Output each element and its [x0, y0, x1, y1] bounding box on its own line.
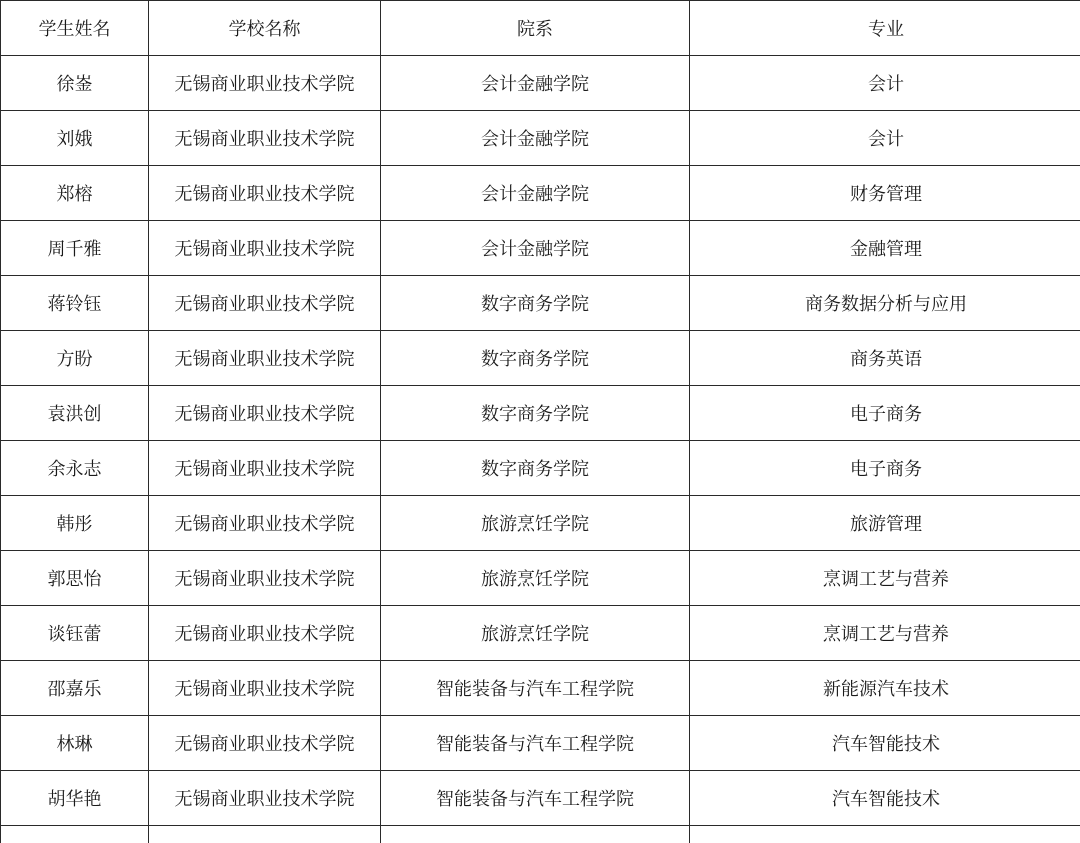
cell-major: 烹调工艺与营养 [690, 551, 1080, 606]
table-row-partial [1, 826, 1080, 843]
cell-department: 会计金融学院 [381, 166, 690, 221]
cell-school-name: 无锡商业职业技术学院 [149, 331, 381, 386]
cell-department: 数字商务学院 [381, 276, 690, 331]
cell-department: 会计金融学院 [381, 111, 690, 166]
cell-student-name: 周千雅 [1, 221, 149, 276]
table-row [1, 386, 1080, 441]
cell-major: 汽车智能技术 [690, 716, 1080, 771]
cell-department: 数字商务学院 [381, 441, 690, 496]
cell-major: 会计 [690, 56, 1080, 111]
cell-major: 商务英语 [690, 331, 1080, 386]
cell-major: 商务数据分析与应用 [690, 276, 1080, 331]
cell-student-name: 徐崟 [1, 56, 149, 111]
header-row [1, 1, 1080, 56]
cell-major: 财务管理 [690, 166, 1080, 221]
table-row [1, 221, 1080, 276]
cell-student-name: 邵嘉乐 [1, 661, 149, 716]
cell-major: 汽车智能技术 [690, 771, 1080, 826]
cell-student-name: 韩彤 [1, 496, 149, 551]
cell-department: 旅游烹饪学院 [381, 496, 690, 551]
cell-major: 会计 [690, 111, 1080, 166]
cell-major: 旅游管理 [690, 496, 1080, 551]
header-school-name: 学校名称 [149, 1, 381, 56]
cell-major: 金融管理 [690, 221, 1080, 276]
cell-student-name: 郑榕 [1, 166, 149, 221]
cell-empty [149, 826, 381, 843]
cell-department: 智能装备与汽车工程学院 [381, 771, 690, 826]
table-row [1, 441, 1080, 496]
cell-student-name: 余永志 [1, 441, 149, 496]
cell-school-name: 无锡商业职业技术学院 [149, 111, 381, 166]
header-major: 专业 [690, 1, 1080, 56]
cell-school-name: 无锡商业职业技术学院 [149, 276, 381, 331]
cell-major: 新能源汽车技术 [690, 661, 1080, 716]
cell-school-name: 无锡商业职业技术学院 [149, 716, 381, 771]
table-row [1, 56, 1080, 111]
table-row [1, 551, 1080, 606]
cell-major: 电子商务 [690, 441, 1080, 496]
cell-student-name: 郭思怡 [1, 551, 149, 606]
cell-empty [381, 826, 690, 843]
cell-school-name: 无锡商业职业技术学院 [149, 606, 381, 661]
cell-student-name: 林琳 [1, 716, 149, 771]
cell-department: 智能装备与汽车工程学院 [381, 716, 690, 771]
table-row [1, 716, 1080, 771]
cell-department: 会计金融学院 [381, 221, 690, 276]
cell-school-name: 无锡商业职业技术学院 [149, 56, 381, 111]
cell-school-name: 无锡商业职业技术学院 [149, 661, 381, 716]
cell-school-name: 无锡商业职业技术学院 [149, 551, 381, 606]
cell-empty [1, 826, 149, 843]
cell-department: 智能装备与汽车工程学院 [381, 661, 690, 716]
cell-department: 旅游烹饪学院 [381, 606, 690, 661]
table-row [1, 276, 1080, 331]
cell-empty [690, 826, 1080, 843]
table-row [1, 661, 1080, 716]
table-row [1, 111, 1080, 166]
cell-major: 烹调工艺与营养 [690, 606, 1080, 661]
table-row [1, 496, 1080, 551]
table-row [1, 166, 1080, 221]
cell-school-name: 无锡商业职业技术学院 [149, 221, 381, 276]
table-row [1, 606, 1080, 661]
cell-student-name: 方盼 [1, 331, 149, 386]
table-row [1, 771, 1080, 826]
cell-major: 电子商务 [690, 386, 1080, 441]
cell-department: 数字商务学院 [381, 331, 690, 386]
cell-student-name: 袁洪创 [1, 386, 149, 441]
table-row [1, 331, 1080, 386]
cell-school-name: 无锡商业职业技术学院 [149, 441, 381, 496]
header-department: 院系 [381, 1, 690, 56]
cell-student-name: 胡华艳 [1, 771, 149, 826]
cell-school-name: 无锡商业职业技术学院 [149, 386, 381, 441]
header-student-name: 学生姓名 [1, 1, 149, 56]
cell-school-name: 无锡商业职业技术学院 [149, 496, 381, 551]
cell-school-name: 无锡商业职业技术学院 [149, 771, 381, 826]
cell-department: 会计金融学院 [381, 56, 690, 111]
cell-student-name: 谈钰蕾 [1, 606, 149, 661]
cell-department: 旅游烹饪学院 [381, 551, 690, 606]
cell-student-name: 刘娥 [1, 111, 149, 166]
cell-department: 数字商务学院 [381, 386, 690, 441]
cell-student-name: 蒋铃钰 [1, 276, 149, 331]
cell-school-name: 无锡商业职业技术学院 [149, 166, 381, 221]
